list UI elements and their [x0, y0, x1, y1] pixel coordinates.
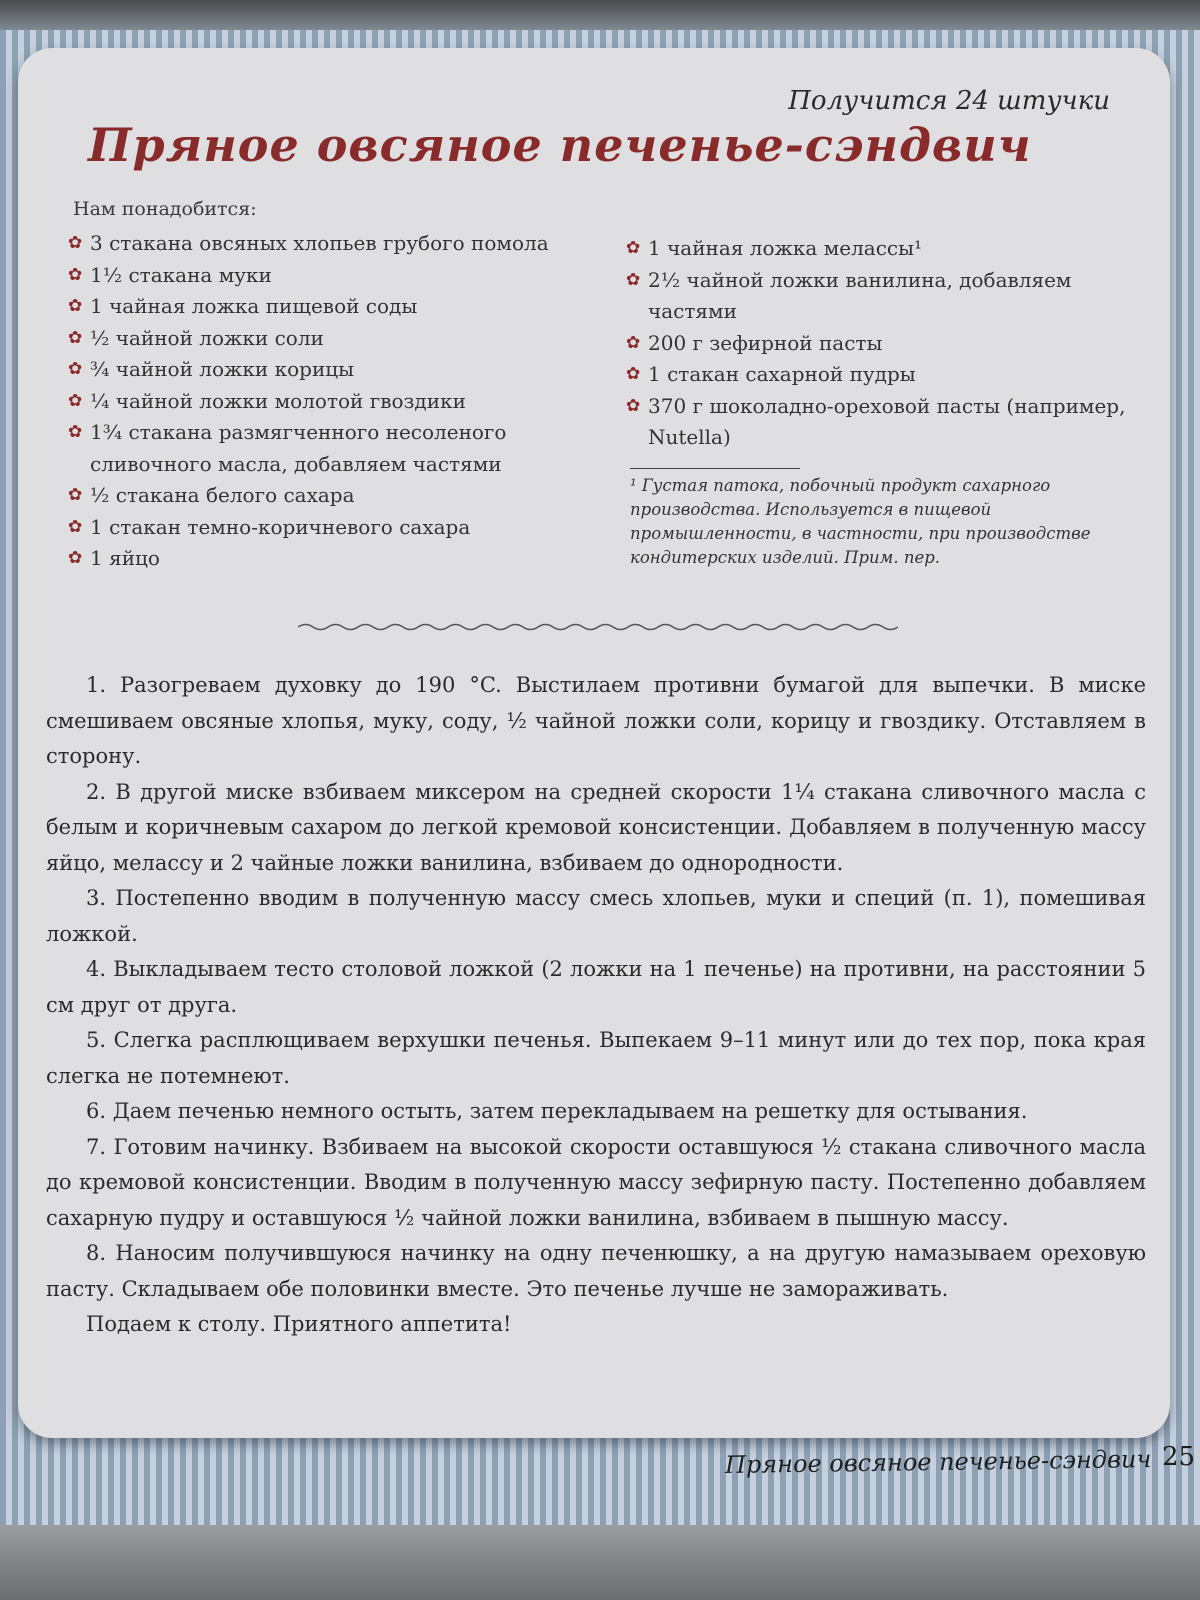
top-shadow [0, 0, 1200, 30]
flower-bullet-icon: ✿ [68, 548, 83, 568]
ingredient-item: ✿ 200 г зефирной пасты [626, 328, 1126, 360]
step-paragraph: 7. Готовим начинку. Взбиваем на высокой скорости оставшуюся ½ стакана сливочного масла до кремовой консистенции. Вводим в полученную массу зефирную пасту. Постепенно добавляем сахарную пудру и оставшуюся ½ чайной ложки ванилина, взбиваем в пышную массу. [46, 1134, 1146, 1230]
ingredient-item: ✿ 3 стакана овсяных хлопьев грубого помола [68, 228, 588, 260]
flower-bullet-icon: ✿ [626, 332, 641, 353]
wavy-divider [298, 620, 898, 634]
flower-bullet-icon: ✿ [68, 390, 83, 411]
ingredient-item: ✿ ½ чайной ложки соли [68, 323, 588, 355]
ingredient-item: ✿ ¾ чайной ложки корицы [68, 354, 588, 386]
book-edge [0, 1525, 1200, 1600]
flower-bullet-icon: ✿ [626, 364, 641, 384]
flower-bullet-icon: ✿ [626, 269, 641, 290]
ingredient-item: ✿ 1 чайная ложка пищевой соды [68, 291, 588, 323]
step-paragraph: 6. Даем печенью немного остыть, затем перекладываем на решетку для остывания. [86, 1099, 1028, 1123]
recipe-card [18, 48, 1170, 1438]
ingredient-item: ✿ ½ стакана белого сахара [68, 480, 588, 512]
ingredient-item: ✿ 1 стакан темно-коричневого сахара [68, 512, 588, 544]
instructions [46, 668, 1146, 1343]
yield-text: Получится 24 штучки [788, 86, 1110, 116]
flower-bullet-icon: ✿ [68, 233, 83, 253]
ingredients-list-right [626, 233, 1126, 454]
step-paragraph: 5. Слегка расплющиваем верхушки печенья. Выпекаем 9–11 минут или до тех пор, пока края слегка не потемнеют. [46, 1028, 1146, 1088]
flower-bullet-icon: ✿ [626, 395, 641, 416]
flower-bullet-icon: ✿ [68, 264, 83, 285]
flower-bullet-icon: ✿ [68, 327, 83, 348]
ingredient-item: ✿ 1 чайная ложка мелассы¹ [626, 233, 1126, 265]
flower-bullet-icon: ✿ [68, 359, 83, 379]
step-paragraph: 4. Выкладываем тесто столовой ложкой (2 ложки на 1 печенье) на противни, на расстоянии 5 см друг от друга. [46, 957, 1146, 1017]
step-paragraph: 3. Постепенно вводим в полученную массу смесь хлопьев, муки и специй (п. 1), помешивая ложкой. [46, 886, 1146, 946]
flower-bullet-icon: ✿ [68, 296, 83, 316]
flower-bullet-icon: ✿ [626, 238, 641, 258]
flower-bullet-icon: ✿ [68, 422, 83, 442]
step-paragraph: 2. В другой миске взбиваем миксером на средней скорости 1¼ стакана сливочного масла с белым и коричневым сахаром до легкой кремовой консистенции. Добавляем в полученную массу яйцо, мелассу и 2 чайные ложки ванилина, взбиваем до однородности. [46, 779, 1146, 875]
footnote: ¹ Густая патока, побочный продукт сахарного производства. Используется в пищевой промышленности, в частности, при производстве кондитерских изделий. Прим. пер. [630, 476, 1091, 567]
ingredient-item: ✿ 1 яйцо [68, 543, 588, 575]
ingredient-item: ✿ 1 стакан сахарной пудры [626, 359, 1126, 391]
ingredient-item: ✿ 2½ чайной ложки ванилина, добавляем частями [626, 265, 1126, 328]
footnote-divider [630, 468, 800, 469]
ingredients-list-left [68, 228, 588, 575]
closing-line: Подаем к столу. Приятного аппетита! [86, 1312, 512, 1336]
page-number: 25 [1162, 1442, 1196, 1472]
step-paragraph: 8. Наносим получившуюся начинку на одну печенюшку, а на другую намазываем ореховую пасту. Складываем обе половинки вместе. Это печенье лучше не замораживать. [46, 1241, 1146, 1301]
flower-bullet-icon: ✿ [68, 516, 83, 537]
ingredients-heading: Нам понадобится: [73, 198, 257, 220]
flower-bullet-icon: ✿ [68, 485, 83, 505]
ingredient-item: ✿ ¼ чайной ложки молотой гвоздики [68, 386, 588, 418]
running-footer-title: Пряное овсяное печенье-сэндвич [724, 1445, 1152, 1479]
ingredient-item: ✿ 370 г шоколадно-ореховой пасты (например, Nutella) [626, 391, 1126, 454]
recipe-title: Пряное овсяное печенье-сэндвич [88, 118, 1032, 172]
ingredient-item: ✿ 1¾ стакана размягченного несоленого сливочного масла, добавляем частями [68, 417, 588, 480]
step-paragraph: 1. Разогреваем духовку до 190 °C. Выстилаем противни бумагой для выпечки. В миске смешиваем овсяные хлопья, муку, соду, ½ чайной ложки соли, корицу и гвоздику. Отставляем в сторону. [46, 673, 1146, 768]
ingredient-item: ✿ 1½ стакана муки [68, 260, 588, 292]
